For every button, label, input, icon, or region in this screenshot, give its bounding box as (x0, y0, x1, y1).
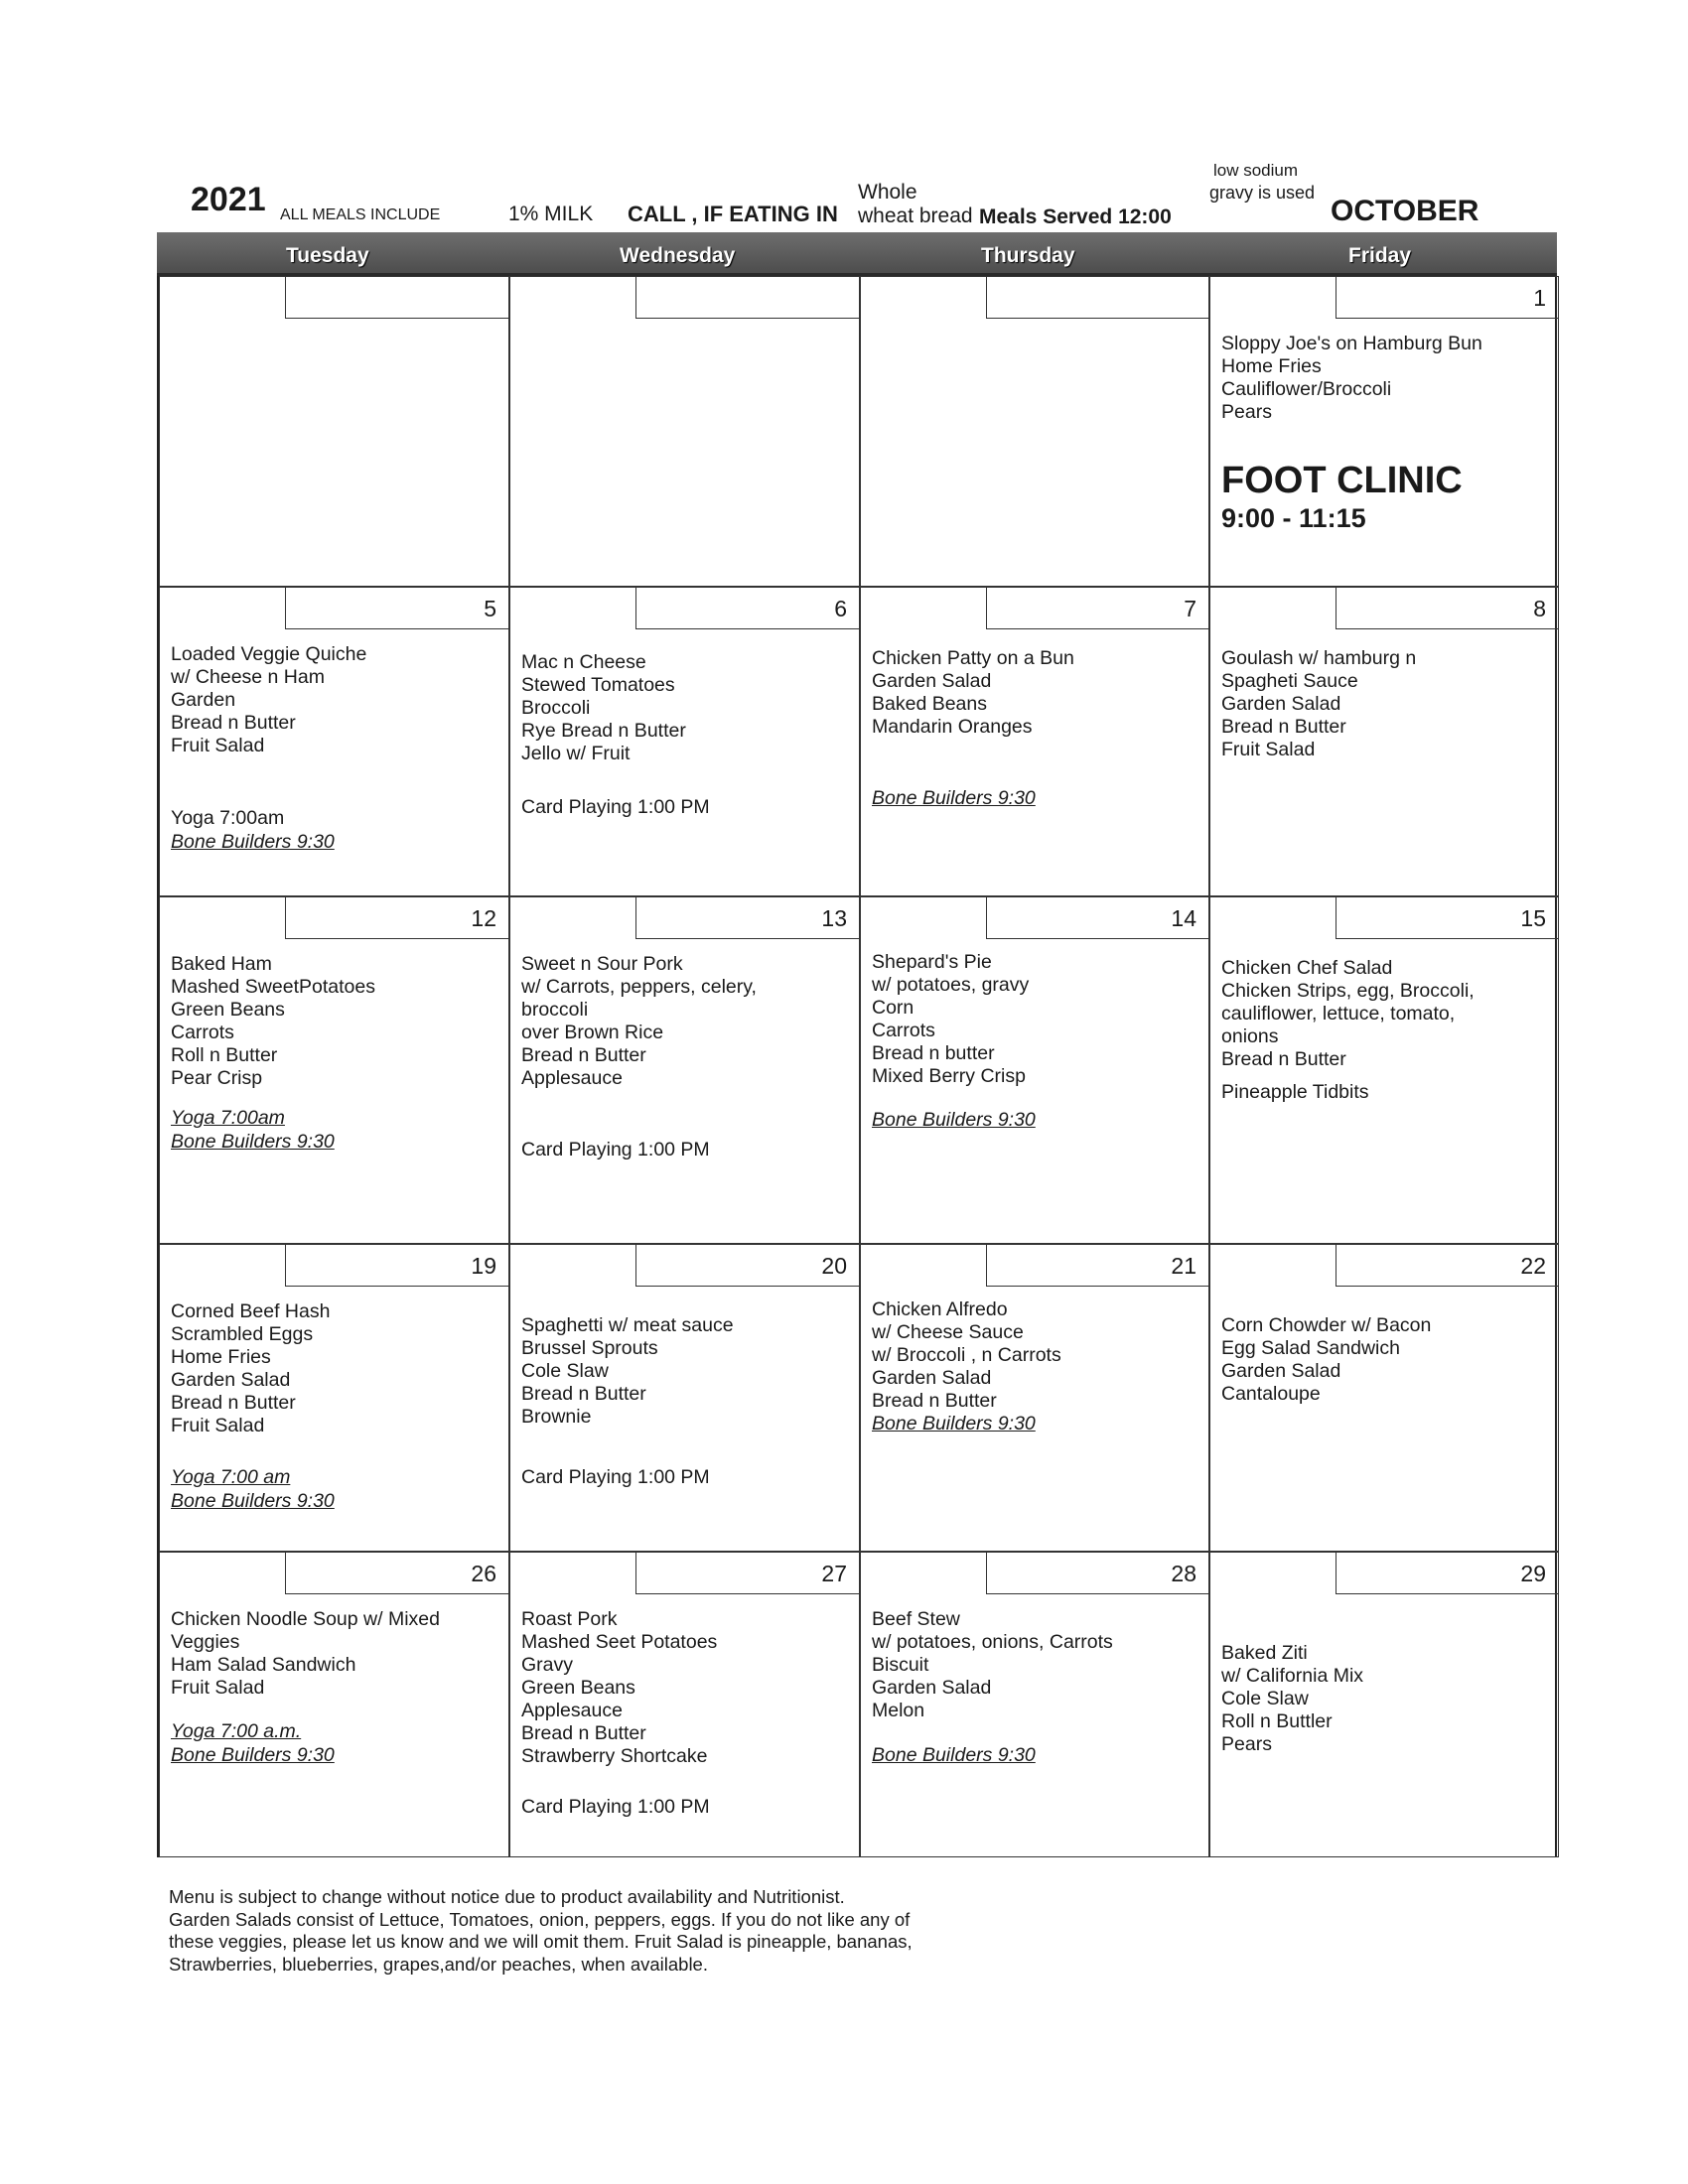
date-number: 1 (1533, 285, 1546, 311)
menu-item: Garden Salad (872, 1677, 992, 1699)
menu-item: Bread n Butter (521, 1383, 646, 1405)
menu-item: Mixed Berry Crisp (872, 1065, 1026, 1087)
activity-bone-builders: Bone Builders 9:30 (872, 1744, 1036, 1766)
menu-item: Rye Bread n Butter (521, 720, 686, 742)
day-cell-tuesday (159, 276, 509, 587)
activity-list (521, 795, 710, 819)
date-number: 5 (484, 596, 496, 621)
day-cell-wednesday (509, 587, 860, 896)
menu-list (872, 951, 1029, 1088)
calendar-grid (157, 276, 1557, 1857)
menu-item: Fruit Salad (171, 735, 265, 756)
menu-item: w/ potatoes, onions, Carrots (872, 1631, 1113, 1653)
date-number: 28 (1171, 1561, 1196, 1586)
menu-item: Chicken Alfredo (872, 1298, 1008, 1320)
menu-list (1221, 333, 1482, 424)
menu-item: Stewed Tomatoes (521, 674, 675, 696)
activity-bone-builders: Bone Builders 9:30 (872, 787, 1036, 809)
menu-item: w/ Cheese n Ham (171, 666, 325, 688)
activity-list (171, 806, 335, 854)
date-number-box (1336, 277, 1558, 319)
date-number: 7 (1184, 596, 1196, 621)
date-number: 12 (471, 905, 496, 931)
date-number: 29 (1520, 1561, 1546, 1586)
menu-item: Baked Ham (171, 953, 272, 975)
day-cell-tuesday (159, 896, 509, 1244)
date-number-box (285, 588, 508, 629)
day-cell-wednesday (509, 1552, 860, 1857)
menu-list (521, 953, 757, 1090)
activity-item: Card Playing 1:00 PM (521, 796, 710, 818)
menu-item: w/ Broccoli , n Carrots (872, 1344, 1061, 1366)
date-number-box (635, 897, 859, 939)
day-cell-friday (1209, 276, 1559, 587)
menu-item: Melon (872, 1700, 925, 1721)
day-cell-wednesday (509, 896, 860, 1244)
call-notice: CALL , IF EATING IN (628, 202, 838, 226)
date-number-box (986, 1553, 1208, 1594)
day-cell-friday (1209, 587, 1559, 896)
menu-list (171, 953, 375, 1090)
menu-item: Cole Slaw (1221, 1688, 1309, 1709)
menu-item: Brownie (521, 1406, 592, 1428)
menu-item: Fruit Salad (1221, 739, 1316, 760)
menu-item: Green Beans (521, 1677, 635, 1699)
date-number-box (1336, 897, 1558, 939)
menu-item: Home Fries (171, 1346, 271, 1368)
date-number-box (285, 1245, 508, 1287)
date-number: 21 (1171, 1253, 1196, 1279)
gravy-note: gravy is used (1209, 183, 1316, 203)
menu-item: Garden Salad (171, 1369, 291, 1391)
activity-list (171, 1106, 335, 1154)
day-cell-tuesday (159, 587, 509, 896)
menu-item: Mashed Seet Potatoes (521, 1631, 718, 1653)
menu-list (521, 1608, 717, 1768)
menu-item: Mashed SweetPotatoes (171, 976, 375, 998)
menu-item: Egg Salad Sandwich (1221, 1337, 1400, 1359)
menu-item: Sloppy Joe's on Hamburg Bun (1221, 333, 1482, 354)
date-number-box (285, 1553, 508, 1594)
menu-list (872, 1608, 1113, 1722)
menu-item: Bread n Butter (1221, 716, 1346, 738)
menu-item: w/ Carrots, peppers, celery, (521, 976, 757, 998)
menu-item: Pear Crisp (171, 1067, 263, 1089)
day-cell-thursday (860, 896, 1209, 1244)
calendar-year: 2021 (191, 181, 266, 218)
menu-item: Ham Salad Sandwich (171, 1654, 356, 1676)
menu-item: Pears (1221, 401, 1272, 423)
menu-list (872, 1298, 1061, 1413)
day-cell-thursday (860, 1244, 1209, 1552)
menu-item: Cantaloupe (1221, 1383, 1321, 1405)
menu-item: Bread n Butter (521, 1044, 646, 1066)
activity-list (872, 1412, 1036, 1435)
menu-notes (169, 1886, 1043, 1976)
date-number: 14 (1171, 905, 1196, 931)
day-cell-tuesday (159, 1552, 509, 1857)
activity-list (872, 1108, 1036, 1132)
menu-item: Garden Salad (1221, 1360, 1341, 1382)
menu-item: Pears (1221, 1733, 1272, 1755)
foot-clinic-title: FOOT CLINIC (1221, 460, 1463, 501)
activity-list (872, 1743, 1036, 1767)
activity-bone-builders: Bone Builders 9:30 (171, 1490, 335, 1512)
menu-item: Applesauce (521, 1067, 623, 1089)
menu-item: Roast Pork (521, 1608, 618, 1630)
menu-item: Corn Chowder w/ Bacon (1221, 1314, 1432, 1336)
date-number-box (285, 897, 508, 939)
menu-item: Garden Salad (872, 1367, 992, 1389)
menu-item: Brussel Sprouts (521, 1337, 658, 1359)
menu-item: Beef Stew (872, 1608, 960, 1630)
day-cell-friday (1209, 1244, 1559, 1552)
menu-item: Roll n Buttler (1221, 1710, 1333, 1732)
activity-yoga: Yoga 7:00am (171, 807, 285, 829)
date-number-box (986, 588, 1208, 629)
calendar-month: OCTOBER (1331, 195, 1479, 227)
menu-item: Broccoli (521, 697, 591, 719)
menu-list (521, 651, 686, 765)
menu-item: Baked Ziti (1221, 1642, 1308, 1664)
day-cell-wednesday (509, 1244, 860, 1552)
day-header-wednesday: Wednesday (620, 244, 736, 267)
menu-item: Chicken Strips, egg, Broccoli, (1221, 980, 1475, 1002)
wheat-bread-label: wheat bread (858, 205, 973, 227)
menu-item: Mandarin Oranges (872, 716, 1033, 738)
date-number-box (986, 277, 1208, 319)
activity-bone-builders: Bone Builders 9:30 (171, 1744, 335, 1766)
activity-list (1221, 1080, 1369, 1104)
day-cell-friday (1209, 1552, 1559, 1857)
menu-item: Fruit Salad (171, 1415, 265, 1436)
menu-item: Corned Beef Hash (171, 1300, 331, 1322)
menu-list (171, 643, 366, 757)
menu-item: Loaded Veggie Quiche (171, 643, 367, 665)
low-sodium-note: low sodium (1213, 161, 1299, 180)
menu-item: Fruit Salad (171, 1677, 265, 1699)
note-line: Garden Salads consist of Lettuce, Tomatoes, onion, peppers, eggs. If you do not like any of (169, 1908, 911, 1930)
date-number-box (986, 897, 1208, 939)
menu-item: cauliflower, lettuce, tomato, (1221, 1003, 1456, 1024)
foot-clinic-time: 9:00 - 11:15 (1221, 503, 1366, 533)
menu-item: Corn (872, 997, 914, 1019)
date-number: 19 (471, 1253, 496, 1279)
menu-item: onions (1221, 1025, 1279, 1047)
menu-list (1221, 1314, 1431, 1406)
activity-bone-builders: Bone Builders 9:30 (872, 1109, 1036, 1131)
menu-list (1221, 647, 1416, 761)
day-cell-thursday (860, 276, 1209, 587)
menu-item: Chicken Patty on a Bun (872, 647, 1074, 669)
activity-list (872, 786, 1036, 810)
menu-item: Shepard's Pie (872, 951, 992, 973)
note-line: Strawberries, blueberries, grapes,and/or peaches, when available. (169, 1953, 708, 1975)
activity-list (171, 1465, 335, 1513)
activity-item: Card Playing 1:00 PM (521, 1796, 710, 1818)
menu-item: Roll n Butter (171, 1044, 278, 1066)
menu-item: Bread n Butter (521, 1722, 646, 1744)
menu-item: Scrambled Eggs (171, 1323, 314, 1345)
menu-item: Green Beans (171, 999, 285, 1021)
menu-item: Bread n butter (872, 1042, 995, 1064)
activity-item: Card Playing 1:00 PM (521, 1139, 710, 1160)
whole-label: Whole (858, 181, 917, 204)
menu-item: Bread n Butter (171, 1392, 296, 1414)
menu-item: Jello w/ Fruit (521, 743, 631, 764)
menu-item: Gravy (521, 1654, 574, 1676)
menu-item: Mac n Cheese (521, 651, 646, 673)
menu-item: w/ California Mix (1221, 1665, 1364, 1687)
date-number: 20 (821, 1253, 847, 1279)
menu-item: Garden (171, 689, 236, 711)
note-line: these veggies, please let us know and we will omit them. Fruit Salad is pineapple, bananas, (169, 1931, 913, 1952)
day-cell-thursday (860, 1552, 1209, 1857)
day-cell-friday (1209, 896, 1559, 1244)
activity-bone-builders: Bone Builders 9:30 (872, 1413, 1036, 1434)
menu-item: Bread n Butter (171, 712, 296, 734)
day-cell-wednesday (509, 276, 860, 587)
weekday-header-bar (157, 232, 1557, 276)
menu-list (1221, 957, 1475, 1071)
menu-list (171, 1608, 440, 1700)
date-number-box (635, 277, 859, 319)
menu-item: Spagheti Sauce (1221, 670, 1358, 692)
menu-item: Home Fries (1221, 355, 1322, 377)
date-number-box (635, 588, 859, 629)
date-number-box (986, 1245, 1208, 1287)
activity-list (521, 1465, 710, 1489)
menu-item: Carrots (872, 1020, 935, 1041)
milk-label: 1% MILK (508, 203, 594, 225)
menu-item: Carrots (171, 1022, 234, 1043)
activity-bone-builders: Bone Builders 9:30 (171, 831, 335, 853)
menu-item: Cauliflower/Broccoli (1221, 378, 1392, 400)
day-cell-tuesday (159, 1244, 509, 1552)
date-number-box (635, 1553, 859, 1594)
note-line: Menu is subject to change without notice due to product availability and Nutritionist. (169, 1886, 845, 1907)
menu-item: w/ Cheese Sauce (872, 1321, 1024, 1343)
day-header-tuesday: Tuesday (286, 244, 369, 267)
date-number-box (1336, 1245, 1558, 1287)
menu-item: Bread n Butter (872, 1390, 997, 1412)
date-number: 15 (1520, 905, 1546, 931)
date-number: 22 (1520, 1253, 1546, 1279)
menu-item: Goulash w/ hamburg n (1221, 647, 1417, 669)
menu-item: broccoli (521, 999, 589, 1021)
day-cell-thursday (860, 587, 1209, 896)
menu-item: Veggies (171, 1631, 240, 1653)
menu-item: Strawberry Shortcake (521, 1745, 708, 1767)
menu-item: over Brown Rice (521, 1022, 664, 1043)
activity-item: Card Playing 1:00 PM (521, 1466, 710, 1488)
menu-list (171, 1300, 330, 1437)
menu-item: Chicken Chef Salad (1221, 957, 1393, 979)
menu-item: Baked Beans (872, 693, 988, 715)
menu-item: Cole Slaw (521, 1360, 609, 1382)
menu-item: w/ potatoes, gravy (872, 974, 1030, 996)
menu-item: Garden Salad (872, 670, 992, 692)
activity-bone-builders: Bone Builders 9:30 (171, 1131, 335, 1153)
activity-yoga: Yoga 7:00 am (171, 1466, 291, 1488)
activity-yoga: Yoga 7:00 a.m. (171, 1720, 302, 1742)
activity-list (171, 1719, 335, 1767)
activity-list (521, 1795, 710, 1819)
meals-served-time: Meals Served 12:00 (979, 205, 1172, 228)
activity-item: Pineapple Tidbits (1221, 1081, 1369, 1103)
day-header-thursday: Thursday (981, 244, 1075, 267)
activity-list (521, 1138, 710, 1161)
menu-item: Sweet n Sour Pork (521, 953, 683, 975)
date-number-box (1336, 588, 1558, 629)
menu-item: Biscuit (872, 1654, 929, 1676)
menu-list (872, 647, 1074, 739)
menu-item: Chicken Noodle Soup w/ Mixed (171, 1608, 440, 1630)
date-number: 27 (821, 1561, 847, 1586)
date-number: 8 (1533, 596, 1546, 621)
menu-list (521, 1314, 734, 1429)
activity-yoga: Yoga 7:00am (171, 1107, 285, 1129)
all-meals-include-label: ALL MEALS INCLUDE (280, 206, 441, 223)
menu-item: Applesauce (521, 1700, 623, 1721)
date-number-box (1336, 1553, 1558, 1594)
menu-item: Spaghetti w/ meat sauce (521, 1314, 734, 1336)
date-number-box (285, 277, 508, 319)
date-number: 6 (834, 596, 847, 621)
menu-item: Garden Salad (1221, 693, 1341, 715)
date-number-box (635, 1245, 859, 1287)
date-number: 26 (471, 1561, 496, 1586)
date-number: 13 (821, 905, 847, 931)
menu-list (1221, 1642, 1363, 1756)
menu-item: Bread n Butter (1221, 1048, 1346, 1070)
day-header-friday: Friday (1348, 244, 1412, 267)
